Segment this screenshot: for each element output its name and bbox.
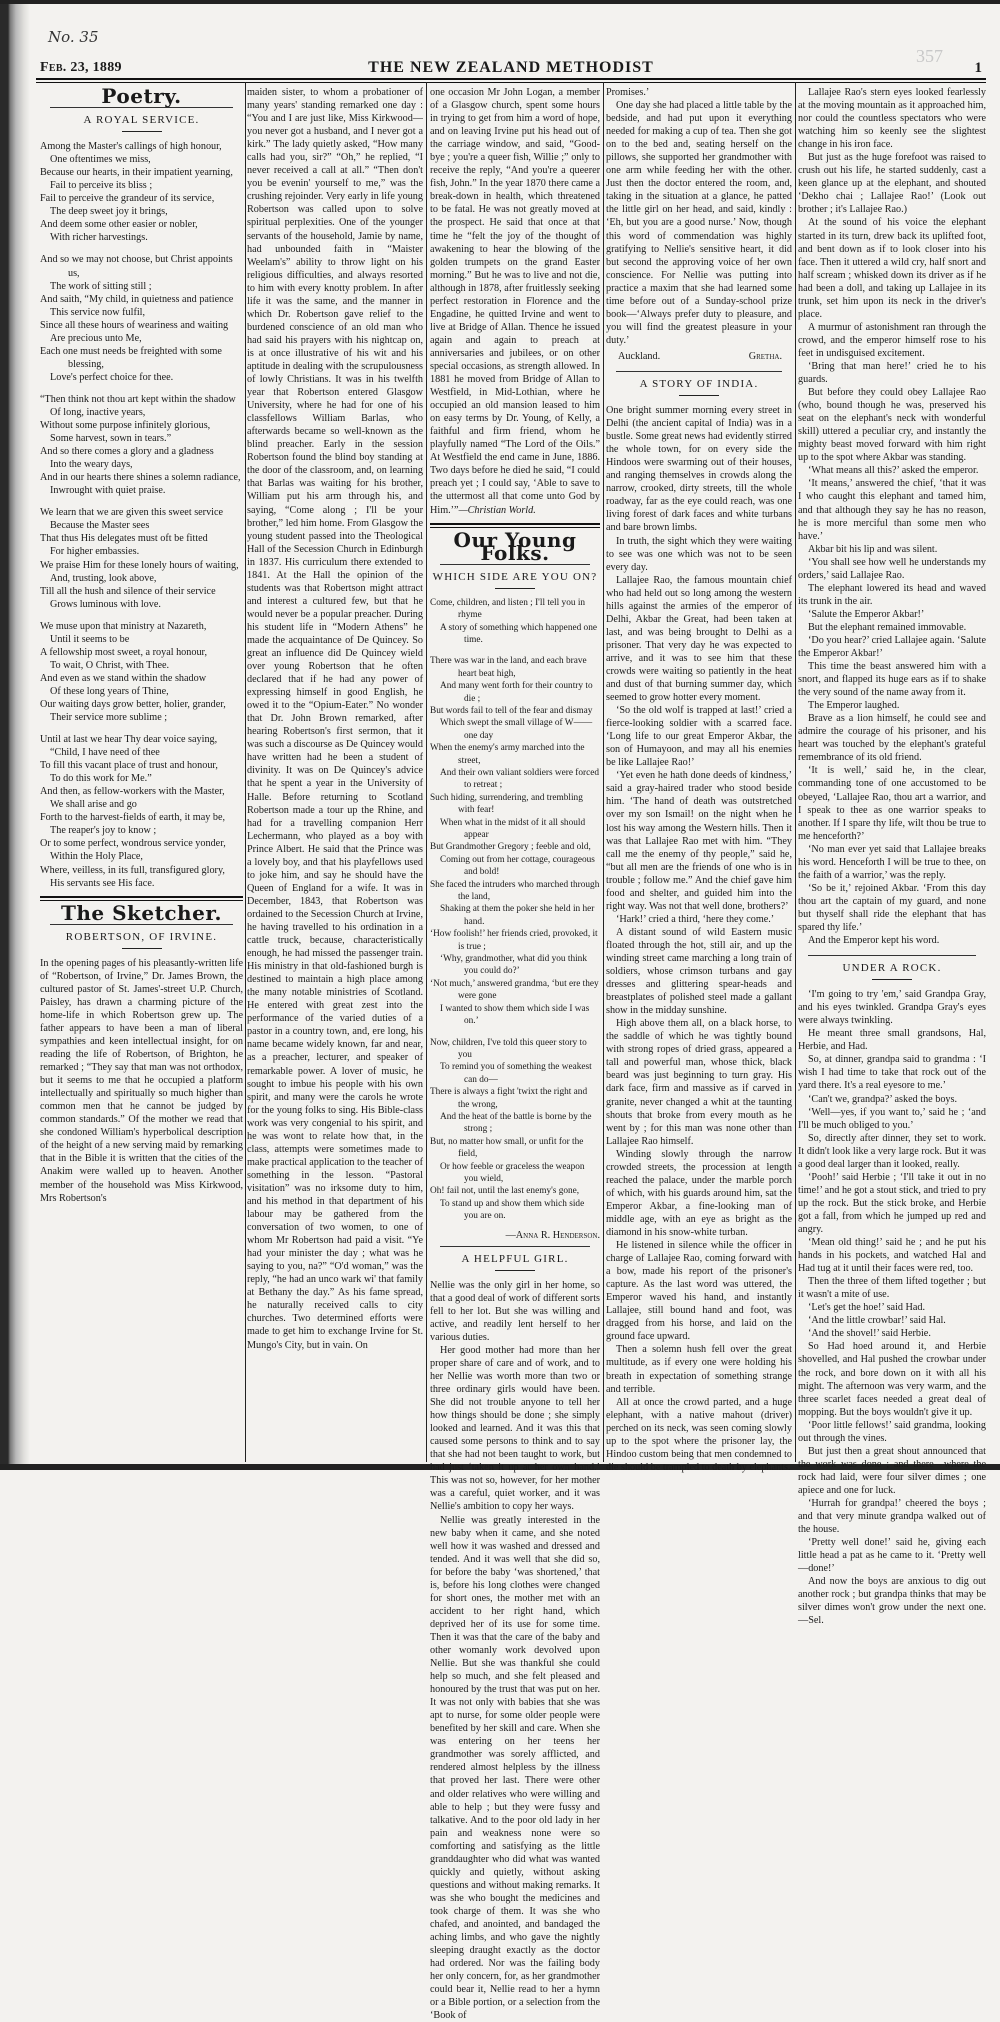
poem-line: There is always a fight 'twixt the right and the wrong,	[430, 1087, 588, 1110]
poem-author: —Anna R. Henderson.	[505, 1229, 600, 1241]
paragraph: ‘You shall see how well he understands my orders,’ said Lallajee Rao.	[798, 556, 986, 581]
poem-line: She faced the intruders who marched through the land,	[430, 879, 600, 903]
poem-line: His servants see His face.	[50, 877, 155, 889]
paragraph: A distant sound of wild Eastern music floated through the hot, still air, and up the winding street came marching a long train of soldiers, whose crimson turbans and gay dresses and glittering spear-heads and breastplates of polished steel made a gallant show in the midday sunshine.	[606, 926, 792, 1017]
section-heading-sketcher: The Sketcher.	[61, 900, 222, 925]
poem-line: And even as we stand within the shadow	[40, 672, 207, 684]
stanza-gap	[40, 384, 243, 393]
poem-line: And deem some other easier or nobler,	[40, 219, 198, 231]
story-helpful-girl-part-2	[606, 86, 792, 347]
poem-line: Into the weary days,	[50, 459, 133, 471]
paragraph: All at once the crowd parted, and a huge elephant, with a native mahout (driver) perched on its neck, was seen coming slowly up to the spot where the prisoner lay, the Hindoo custom being that men condemned to die should be trampled to death by elephants.	[606, 1396, 792, 1473]
poem-line: Grows luminous with love.	[50, 598, 161, 610]
poem-line: The deep sweet joy it brings,	[50, 206, 168, 218]
poem-line: And saith, “My child, in quietness and patience	[40, 293, 234, 305]
paragraph: At the sound of his voice the elephant started in its turn, drew back its uplifted foot, and bent down as if to look closer into his face. Then it uttered a wild cry, half snort and half scream ; whisked down its driver as if he had been a doll, and taking up Lallajee in its trunk, set him upon its neck in the driver's place.	[798, 217, 986, 320]
paragraph: But the elephant remained immovable.	[808, 621, 967, 633]
column-rule	[426, 82, 427, 1462]
poem-which-side	[430, 597, 600, 1223]
paragraph: ‘Hurrah for grandpa!’ cheered the boys ; and that very minute grandpa walked out of the house.	[798, 1497, 986, 1536]
divider	[616, 371, 782, 372]
paragraph: And the Emperor kept his word.	[808, 935, 940, 947]
stanza-gap	[40, 724, 243, 733]
poem-line: But words fail to tell of the fear and dismay	[430, 705, 593, 716]
poem-line: Or how feeble or graceless the weapon you wield,	[440, 1161, 585, 1184]
poem-line: ‘Why, grandmother, what did you think you could do?’	[440, 954, 587, 977]
section-divider	[430, 523, 600, 528]
column-rule	[245, 82, 246, 1462]
paragraph: ‘And the little crowbar!’ said Hal.	[808, 1315, 946, 1327]
poem-line: For higher embassies.	[50, 546, 140, 558]
poem-line: Their service more sublime ;	[50, 712, 168, 724]
article-body-part-1	[40, 957, 243, 1205]
paragraph: One bright summer morning every street in Delhi (the ancient capital of India) was in a bustle. Some great news had evidently stirred the whole town, for on every side the Hindoos were swarming out of their houses, and ranging themselves in crowds along the narrow, crooked, dirty streets, till the whole roadway, far as the eye could reach, was one living forest of dark faces and white turbans and bare brown limbs.	[606, 405, 792, 534]
divider	[679, 395, 719, 396]
poem-line: But, no matter how small, or unfit for the field,	[430, 1136, 584, 1160]
column-3	[430, 86, 600, 2022]
poem-line: Among the Master's callings of high honour,	[40, 141, 222, 153]
paragraph: ‘So be it,’ rejoined Akbar. ‘From this day thou art the captain of my guard, and none but thyself shall ride the elephant that has spared thy life.’	[798, 882, 986, 933]
poem-line: When the enemy's army marched into the street,	[430, 743, 585, 766]
poem-line: Where, veilless, in its full, transfigured glory,	[40, 864, 225, 876]
paragraph: And now the boys are anxious to dig out another rock ; but grandpa thinks that may be silver dimes won't grow under the next one.—Sel.	[798, 1576, 986, 1627]
paragraph: Akbar bit his lip and was silent.	[808, 543, 938, 555]
paragraph: Lallajee Rao, the famous mountain chief who had held out so long among the western hills against the armies of the emperor of Delhi, Akbar the Great, had been taken at last, and was being brought to Delhi as a prisoner. That very day he was expected to arrive, and it was to see him that these crowds were waiting so patiently in the heat and dust of that burning summer day, which seemed to grow hotter every moment.	[606, 574, 792, 704]
paragraph: one occasion Mr John Logan, a member of a Glasgow church, spent some hours in trying to get from him a word of hope, and on leaving Irvine put his head out of the carriage window, and said, “Good-bye ; you're a queer fish, Willie ;” only to receive the reply, “And you're a queerer fish, John.” In the year 1870 there came a break-down in health, which threatened to be fatal. He was not greatly moved at the prospect. He said that once at that time he “felt the joy of the thought of awakening to hear the blowing of the golden trumpets on the grand Easter morning.” But he was to live and not die, although in 1878, after fruitlessly seeking perfect restoration in Florence and the Engadine, he quitted Irvine and went to live at Bridge of Allan. Thence he issued again and again to preach at anniversaries and jubilees, or on other special occasions, as strength allowed. In 1881 he moved from Bridge of Allan to Westfield, in Mid-Lothian, where he occupied an old mansion leased to him on easy terms by Dr. Young, of Kelly, a faithful and firm friend, whom he playfully named “The Lord of the Oils.” At Westfield the end came in June, 1886. Two days before he died he said, “I could preach yet ; I could say, ‘Able to save to the uttermost all that come unto God by Him.’”—Christian World.	[430, 87, 600, 516]
divider	[495, 1270, 535, 1271]
stanza-gap	[40, 611, 243, 620]
poem-line: Till all the hush and silence of their service	[40, 585, 216, 597]
poem-line: To remind you of something the weakest can do—	[440, 1062, 592, 1085]
column-4	[606, 86, 792, 1474]
poem-line: A fellowship most sweet, a royal honour,	[40, 646, 208, 658]
poem-line: To fill this vacant place of trust and honour,	[40, 760, 218, 772]
column-5	[798, 86, 986, 1627]
paragraph: Then a solemn hush fell over the great multitude, as if every one were holding his breath in expectation of something strange and terrible.	[606, 1344, 792, 1395]
paragraph: But before they could obey Lallajee Rao (who, bound though he was, preserved his seat on the elephant's neck with wonderful skill) uttered a peculiar cry, and instantly the mighty beast moved forward with him right up to the spot where Akbar was standing.	[798, 387, 986, 464]
poem-line: Fail to perceive its bliss ;	[50, 180, 153, 192]
poem-line: But Grandmother Gregory ; feeble and old,	[430, 842, 591, 853]
poem-line: We muse upon that ministry at Nazareth,	[40, 620, 207, 632]
poem-line: And so we may not choose, but Christ appoints us,	[40, 254, 233, 279]
column-rule	[603, 82, 604, 1462]
poem-line: Fail to perceive the grandeur of its service,	[40, 193, 215, 205]
poem-line: Come, children, and listen ; I'll tell you in rhyme	[430, 597, 586, 621]
paragraph: High above them all, on a black horse, to the saddle of which he was tightly bound with strong ropes of dried grass, appeared a tall and powerful man, whose thick, black beard was just beginning to turn gray. His dark face, firm and massive as if carved in granite, never changed a whit at the taunting shouts that broke from every mouth as he went by ; for this man was none other than Lallajee Rao himself.	[606, 1018, 792, 1147]
paragraph: In the opening pages of his pleasantly-written life of “Robertson, of Irvine,” Dr. James Brown, the cultured pastor of St. James'-street U.P. Church, Paisley, has drawn a charming picture of the home-life in which Robertson grew up. The father appears to have been a man of liberal sympathies and keen intellectual insight, for on reading the life of Robertson, of Brighton, he remarked ; “They say that man was not orthodox, but it seems to me that he occupied a platform intellectually and spiritually so much higher than common men that he cannot be judged by common standards.” Of the mother we read that she condoned William's hyperbolical description of the height of a new serving maid by remarking that in the Bible it is written that the cities of the Anakim were walled up to heaven. Another member of the household was Miss Kirkwood, Mrs Robertson's	[40, 957, 243, 1204]
scan-binding-edge	[0, 0, 30, 1470]
article-body-part-3	[430, 86, 600, 517]
paragraph: One day she had placed a little table by the bedside, and had put upon it everything needed for making a cup of tea. Then she got on to the bed and, seating herself on the pillows, she supported her grandmother with one arm while feeding her with the other. Just then the doctor entered the room, and, taking in the situation at a glance, he patted the little girl on her head, and said, kindly : ‘Eh, but you are a good nurse.’ Now, though this word of commendation was highly gratifying to Nellie's sensitive heart, it did but second the approving voice of her own conscience. For Nellie was putting into practice a maxim that she had learned some time before out of a Sunday-school prize book—‘Always prefer duty to pleasure, and you will find the greatest pleasure in your duty.’	[606, 100, 792, 346]
paragraph: A murmur of astonishment ran through the crowd, and the emperor himself rose to his feet in undisguised excitement.	[798, 321, 986, 359]
scan-top-border	[0, 0, 1000, 4]
paragraph: ‘Hark!’ cried a third, ‘here they come.’	[616, 913, 775, 925]
poem-line: The work of sitting still ;	[50, 280, 152, 292]
poem-line: And the heat of the battle is borne by the strong ;	[440, 1111, 592, 1135]
poem-line: With richer harvestings.	[50, 232, 148, 244]
poem-line: Coming out from her cottage, courageous and bold!	[440, 854, 595, 878]
paragraph: ‘Salute the Emperor Akbar!’	[808, 608, 925, 620]
masthead-rule	[36, 78, 986, 83]
paragraph: Winding slowly through the narrow crowded streets, the procession at length reached the palace, under the marble porch of which, with his guards around him, sat the Emperor Akbar, a fine-looking man of middle age, with an eye as bright as the diamond in his snow-white turban.	[606, 1148, 792, 1238]
paragraph: He listened in silence while the officer in charge of Lallajee Rao, coming forward with a bow, made his report of the prisoner's capture. As the last word was uttered, the Emperor waved his hand, and instantly Lallajee, still bound hand and foot, was dragged from his horse, and laid on the ground face upward.	[606, 1240, 792, 1343]
poem-line: ‘Not much,’ answered grandma, ‘but ere they were gone	[430, 978, 599, 1002]
section-heading-young-folks: Our Young Folks.	[453, 527, 577, 565]
paragraph: So Had hoed around it, and Herbie shovelled, and Hal pushed the crowbar under the rock, and bore down on it with all his might. The afternoon was very warm, and the three scarlet faces needed a great deal of mopping. But the boys wouldn't give it up.	[798, 1341, 986, 1418]
poem-line: Since all these hours of weariness and waiting	[40, 319, 229, 331]
article-title: A STORY OF INDIA.	[639, 377, 759, 390]
paragraph: But just as the huge forefoot was raised to crush out his life, he started suddenly, cast a keen glance up at the elephant, and shouted ‘Dekho chai ; Lallajee Rao!’ (Look out brother ; it's Lallajee Rao.)	[798, 152, 986, 216]
article-title: ROBERTSON, OF IRVINE.	[65, 930, 218, 943]
paragraph: In truth, the sight which they were waiting to see was one which was not to be seen every day.	[606, 535, 792, 573]
poem-line: Shaking at them the poker she held in her hand.	[440, 904, 595, 927]
divider	[440, 1246, 590, 1247]
poem-line: “Then think not thou art kept within the shadow	[40, 393, 236, 405]
paragraph: Brave as a lion himself, he could see and admire the courage of his prisoner, and his heart was touched by the elephant's grateful remembrance of its old friend.	[798, 713, 986, 764]
paragraph: Her good mother had more than her proper share of care and of work, and to her Nellie was worth more than two or three ordinary girls would have been. She did not trouble anyone to tell her how things should be done ; she simply looked and learned. And it was this that caused some persons to think and to say that she had not been taught to work, but had just ‘taken it up at her own hand.’ This was not so, however, for her mother was a careful, quiet worker, and it was Nellie's ambition to copy her ways.	[430, 1344, 600, 1513]
paragraph: ‘No man ever yet said that Lallajee breaks his word. Henceforth I will be true to thee, on the faith of a warrior,’ was the reply.	[798, 843, 986, 881]
archive-page-stamp: 357	[916, 46, 943, 66]
poem-line: Our waiting days grow better, holier, grander,	[40, 698, 226, 710]
poem-line: Each one must needs be freighted with some blessing,	[40, 345, 222, 370]
page-number: 1	[974, 60, 982, 76]
poem-line: The reaper's joy to know ;	[50, 825, 157, 837]
column-rule	[795, 82, 796, 1462]
poem-line: Love's perfect choice for thee.	[50, 371, 174, 383]
article-body-part-2	[247, 86, 423, 1352]
paragraph: ‘It is well,’ said he, in the clear, commanding tone of one accustomed to be obeyed, ‘Lallajee Rao, thou art a warrior, and I speak to thee as one warrior speaks to another. If I spare thy life, wilt thou be true to me henceforth?’	[798, 765, 986, 842]
poem-line: Such hiding, surrendering, and trembling with fear!	[430, 792, 583, 816]
paragraph: ‘I'm going to try 'em,’ said Grandpa Gray, and his eyes twinkled. Grandpa Gray's eyes were always twinkling.	[798, 989, 986, 1027]
divider	[122, 948, 162, 949]
poem-line: Within the Holy Place,	[50, 851, 143, 863]
poem-line: Some harvest, sown in tears.”	[50, 433, 172, 445]
paragraph: The elephant lowered its head and waved its trunk in the air.	[798, 582, 986, 607]
poem-line: To stand up and show them which side you are on.	[440, 1198, 585, 1222]
handwritten-issue-note: No. 35	[48, 28, 99, 46]
poem-royal-service	[40, 140, 243, 890]
article-title: UNDER A ROCK.	[842, 962, 942, 975]
poem-line: Are precious unto Me,	[50, 332, 142, 344]
poem-line: Now, children, I've told this queer story to you	[430, 1037, 587, 1060]
section-heading-poetry: Poetry.	[101, 84, 182, 108]
poem-line: To wait, O Christ, with Thee.	[50, 659, 170, 671]
paragraph: ‘What means all this?’ asked the emperor.	[808, 465, 979, 477]
poem-line: Until it seems to be	[50, 633, 130, 645]
story-under-a-rock	[798, 988, 986, 1627]
poem-line: Forth to the harvest-fields of earth, it may be,	[40, 812, 226, 824]
poem-title: WHICH SIDE ARE YOU ON?	[432, 570, 598, 583]
paragraph: ‘Yet even he hath done deeds of kindness,’ said a gray-haired trader who stood beside him. ‘The hand of death was outstretched over my son Ismail! on the night when he lost his way among the Western hills. Then it was that Lallajee Rao met with him. “They call me the enemy of thy people,” said he, “but all men are the friends of one who is in trouble ; follow me.” And the chief gave him food and shelter, and guided him into the right way. Was not that well done, brothers?’	[606, 770, 792, 912]
paragraph: ‘It means,’ answered the chief, ‘that it was I who caught this elephant and tamed him, and that although they say he has no reason, he is more merciful than some men who have.’	[798, 478, 986, 542]
paragraph: ‘Bring that man here!’ cried he to his guards.	[798, 360, 986, 386]
poem-line: Because the Master sees	[50, 520, 150, 532]
paragraph: Lallajee Rao's stern eyes looked fearlessly at the moving mountain as it approached him, nor could the countless spectators who were watching him so keenly see the slightest change in his iron face.	[798, 87, 986, 151]
signature-place: Auckland.	[618, 350, 661, 362]
newspaper-title: THE NEW ZEALAND METHODIST	[368, 59, 654, 76]
paragraph: Then the three of them lifted together ; but it wasn't a mite of use.	[798, 1276, 986, 1301]
paragraph: Promises.’	[606, 87, 650, 98]
poem-line: A story of something which happened one time.	[440, 622, 597, 645]
stanza-gap	[40, 497, 243, 506]
paragraph: ‘Let's get the hoe!’ said Had.	[808, 1302, 926, 1314]
poem-line: Without some purpose infinitely glorious,	[40, 420, 211, 432]
stanza-gap	[40, 244, 243, 253]
stanza-gap	[430, 646, 600, 655]
paragraph: ‘Pretty well done!’ said he, giving each little head a pat as he came to it. ‘Pretty well—done!’	[798, 1537, 986, 1575]
poem-title: A ROYAL SERVICE.	[83, 114, 200, 127]
poem-line: Oh! fail not, until the last enemy's gone,	[430, 1186, 580, 1197]
article-source: —Christian World.	[458, 504, 536, 516]
poem-line: To do this work for Me.”	[50, 773, 152, 785]
poem-line: There was war in the land, and each brave heart beat high,	[430, 656, 587, 679]
paragraph: But just then a great shout announced that the work was done ; and there—where the rock had laid, were four silver dimes ; one apiece and one for luck.	[798, 1445, 986, 1496]
paragraph: Nellie was greatly interested in the new baby when it came, and she noted well how it was washed and dressed and tended. And it was well that she did so, for before the baby ‘was shortened,’ that is, before his long clothes were changed for short ones, the mother met with an accident to her right hand, which deprived her of its use for some time. Then it was that the care of the baby and other womanly work devolved upon Nellie. But she was thankful she could help so much, and she felt pleased and honoured by the trust that was put on her. It was not only with babies that she was apt to nurse, for some older people were benefited by her skill and care. When she was entering on her teens her grandmother was sorely afflicted, and rendered almost helpless by the illness that proved her last. There were other and older relatives who were willing and able to help ; but they were fussy and talkative. And to the poor old lady in her pain and weakness none were so comforting and satisfying as the little granddaughter who did what was wanted quickly and quietly, without asking questions and without making remarks. It was she who bought the medicines and took charge of them. It was she who chafed, and anointed, and bandaged the aching limbs, and who gave the nightly sleeping draught exactly as the doctor had ordered. Nor was the failing body her only concern, for, as her grandmother could bear it, Nellie read to her a hymn or a Bible portion, or a selection from the ‘Book of	[430, 1514, 600, 2022]
poem-line: Inwrought with quiet praise.	[50, 485, 166, 497]
paragraph: ‘Poor little fellows!’ said grandma, looking out through the vines.	[798, 1419, 986, 1444]
poem-line: Of long, inactive years,	[50, 406, 146, 418]
article-title: A HELPFUL GIRL.	[461, 1252, 569, 1265]
poem-line: And their own valiant soldiers were forced to retreat ;	[440, 767, 600, 791]
poem-line: And then, as fellow-workers with the Master,	[40, 786, 225, 798]
paragraph: The Emperor laughed.	[808, 700, 900, 712]
story-helpful-girl-part-1	[430, 1279, 600, 2022]
column-2	[247, 86, 423, 1352]
paragraph: So, at dinner, grandpa said to grandma : ‘I wish I had time to take that rock out of the yard there. It's a real eyesore to me.’	[798, 1054, 986, 1092]
paragraph: maiden sister, to whom a probationer of many years' standing remarked one day : “You and I are just like, Miss Kirkwood—you never got a husband, and I never got a kirk.” The lady quietly asked, “How many calls had you, sir?” “Oh,” he replied, “I never received a call at all.” “Then don't you be evenin' yourself to me,” was the crushing rejoinder. Very early in life young Robertson was called upon to solve spiritual perplexities. One of the younger servants of the household, Jamie by name, had unbounded faith in “Maister Weelam's” ability to throw light on his religious difficulties, and always resorted to him with every knotty problem. In after life it was the same, and the manner in which Dr. Robertson gave relief to the burdened conscience of an old man who had said his prayers with his nightcap on, is at once illustrative of his wit and his aptitude in dealing with the scrupulousness of lowly Christians. It was in his twelfth year that Robertson entered Glasgow University, where he had for one of his classfellows William Barlas, who afterwards became so well-known as the blind preacher. Early in the session Robertson found the blind boy standing at the door of the classroom, and, on learning that Barlas was waiting for his brother, William put his arm through his, and saying, “Come along ; I'll be your brother,” led him home. From Glasgow the young student passed into the Theological Hall of the Secession Church in Edinburgh in 1837. His curriculum there extended to 1841. At the Hall the opinion of the students was that Robertson might attract and interest a cultured few, but that he would never be a popular preacher. During his student life in “Modern Athens” he made the acquaintance of De Quincey. So great an influence did De Quincey wield over young Robertson that he often declared that if he had any power of expressing himself in good English, he owed it to the “Opium-Eater.” No wonder that Dr. John Brown remarked, after hearing Robertson's first sermon, that it was such a discourse as De Quincey would have written had he been a student of divinity. It was on De Quincey's advice that he spent a year in the University of Halle. Before returning to Scotland Robertson made a tour up the Rhine, and had for a travelling companion Herr Lechermann, who played as a boy with Prince Albert. He said that the Prince was a lovely boy, and that his playfellows used to joke him, and say he should have the Queen of England for a wife. It was in December, 1843, that Robertson was ordained to the Secession Church at Irvine, he having travelled to his ordination in a cattle truck, because, characteristically enough, he had missed the passenger train. His ministry in that old-fashioned burgh is destined to maintain a high place among the many notable ministries of Scotland. He entered with great zest into the performance of the varied duties of a pastor in a country town, and, ere long, his name became widely known, far and near, as a preacher, lecturer, and speaker of remarkable power. A lover of music, he sought to imbue his people with his own spirit, and many were the carols he wrote for the young folks to sing. His Bible-class work was very congenial to his spirit, and he was wont to relate how that, in the class, attempts were sometimes made to make practical application to the teacher of something in the lesson. “Pastoral visitation” was no irksome duty to him, and his method in that department of his labour may be gathered from the conversation of two women, to one of whom Mr Robertson had paid a visit. “Ye had your minister the day ; what was he saying to you, na?” “O'd woman,” was the reply, “he had an unco wark wi' that family at Bethany the day.” As his fame spread, he naturally received calls to city churches. Two determined efforts were made to get him to exchange Irvine for St. Mungo's City, but in vain. On	[247, 87, 423, 1351]
paragraph: ‘So the old wolf is trapped at last!’ cried a fierce-looking soldier with a scarred face. ‘Long life to our great Emperor Akbar, the son of Humayoon, and may all his enemies be like Lallajee Rao!’	[606, 705, 792, 769]
paragraph: He meant three small grandsons, Hal, Herbie, and Had.	[798, 1028, 986, 1053]
poem-line: When what in the midst of it all should appear	[440, 817, 586, 840]
poem-line: Or to some perfect, wondrous service yonder,	[40, 838, 226, 850]
section-divider	[40, 896, 243, 901]
story-of-india-part-1	[606, 404, 792, 1474]
poem-line: This service now fulfil,	[50, 306, 146, 318]
paragraph: Nellie was the only girl in her home, so that a good deal of work of different sorts fell to her lot. But she was willing and active, and readily lent herself to her various duties.	[430, 1279, 600, 1343]
poem-line: “Child, I have need of thee	[50, 747, 160, 759]
poem-line: One oftentimes we miss,	[50, 154, 151, 166]
paragraph: ‘Can't we, grandpa?’ asked the boys.	[808, 1093, 958, 1105]
column-1	[40, 86, 243, 1205]
poem-line: I wanted to show them which side I was on.’	[440, 1003, 590, 1027]
poem-line: That thus His delegates must oft be fitted	[40, 533, 208, 545]
divider	[495, 588, 535, 589]
poem-line: And, trusting, look above,	[50, 572, 157, 584]
issue-date: Feb. 23, 1889	[40, 60, 122, 75]
paragraph: ‘Pooh!’ said Herbie ; ‘I'll take it out in no time!’ and he got a stout stick, and tried to pry up the rock. But the stick broke, and Herbie got a fall, from which he jumped up red and angry.	[798, 1171, 986, 1235]
story-of-india-part-2	[798, 86, 986, 947]
poem-line: Because our hearts, in their impatient yearning,	[40, 167, 233, 179]
stanza-gap	[430, 1028, 600, 1037]
poem-line: And so there comes a glory and a gladness	[40, 446, 214, 458]
paragraph: ‘Well—yes, if you want to,’ said he ; ‘and I'll be much obliged to you.’	[798, 1106, 986, 1131]
paragraph: ‘And the shovel!’ said Herbie.	[808, 1328, 931, 1340]
poem-line: Which swept the small village of W—— one day	[440, 718, 593, 741]
poem-line: We praise Him for these lonely hours of waiting,	[40, 559, 239, 571]
poem-line: And many went forth for their country to die ;	[440, 681, 593, 704]
poem-line: Of these long years of Thine,	[50, 685, 169, 697]
paragraph: This time the beast answered him with a snort, and flapped its huge ears as if to shake the very sound of the name away from it.	[798, 661, 986, 699]
paragraph: ‘Mean old thing!’ said he ; and he put his hands in his pockets, and watched Hal and Had tug at it until their faces were red, too.	[798, 1237, 986, 1275]
divider	[808, 955, 976, 956]
poem-line: And in our hearts there shines a solemn radiance,	[40, 472, 241, 484]
paragraph: ‘Do you hear?’ cried Lallajee again. ‘Salute the Emperor Akbar!’	[798, 634, 986, 660]
divider	[122, 131, 162, 132]
divider	[872, 979, 912, 980]
signature-author: Gretha.	[748, 350, 782, 362]
poem-line: We learn that we are given this sweet service	[40, 507, 224, 519]
paragraph: So, directly after dinner, they set to work. It didn't look like a very large rock. But it was a good deal larger than it looked, really.	[798, 1132, 986, 1170]
signature	[606, 347, 792, 363]
poem-line: Until at last we hear Thy dear voice saying,	[40, 734, 218, 746]
poem-line: ‘How foolish!’ her friends cried, provoked, it is true ;	[430, 929, 598, 952]
poem-line: We shall arise and go	[50, 799, 137, 811]
